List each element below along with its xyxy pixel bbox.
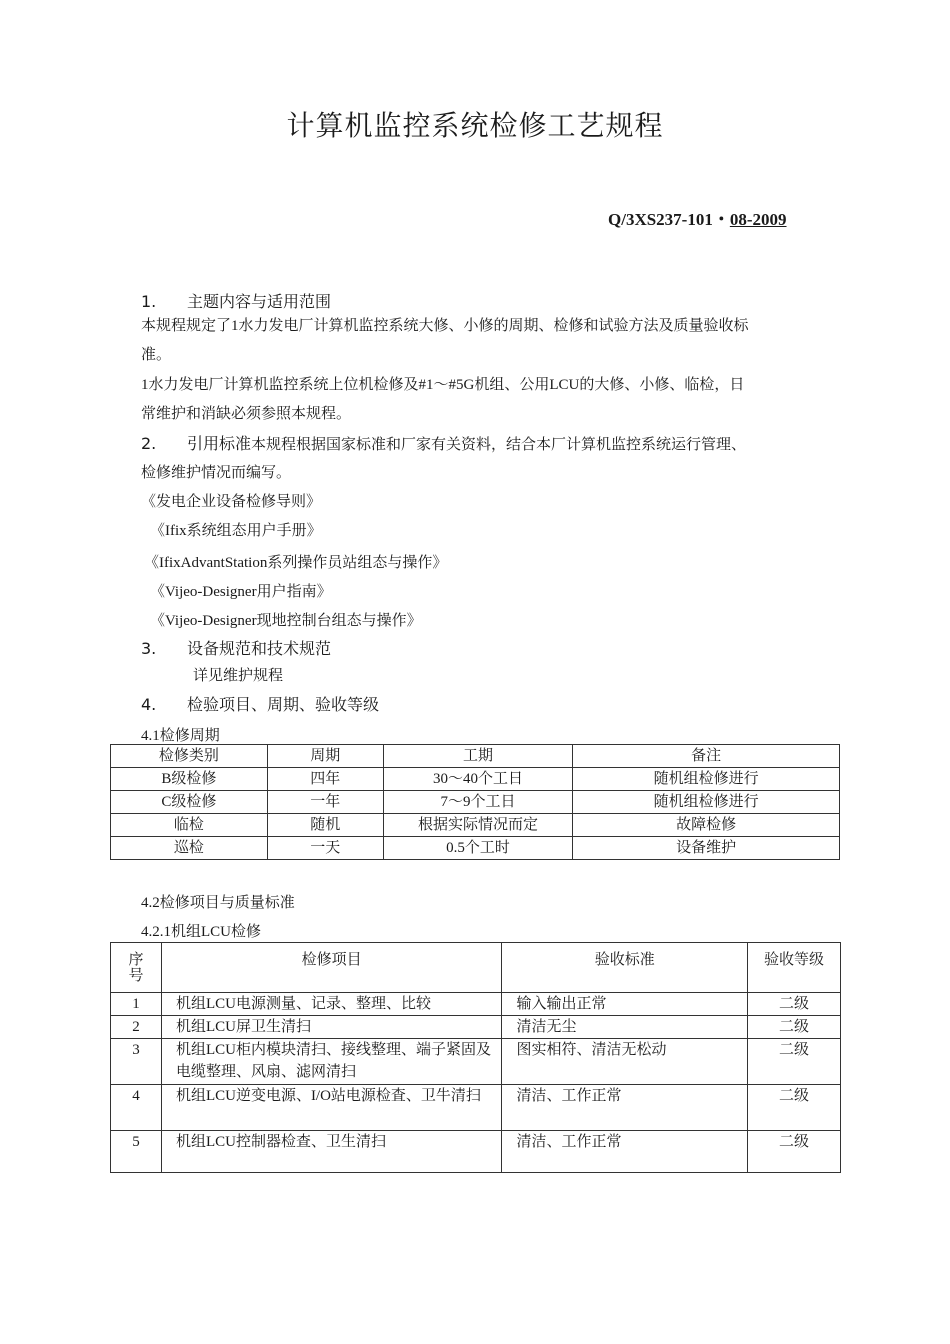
header-cell: 周期: [267, 745, 383, 768]
section-3-body: 详见维护规程: [193, 668, 284, 684]
table-cell: 图实相符、清洁无松动: [502, 1039, 748, 1085]
table-cell: 临检: [111, 814, 268, 837]
table-row: [111, 814, 840, 837]
table-cell: 清洁、工作正常: [502, 1085, 748, 1131]
reference-item: 《Ifix系统组态用户手册》: [150, 523, 322, 539]
reference-item: 《发电企业设备检修导则》: [141, 494, 322, 510]
table-cell: 7〜9个工日: [383, 791, 573, 814]
reference-item: 《Vijeo-Designer现地控制台组态与操作》: [150, 613, 422, 629]
header-cell: 工期: [383, 745, 573, 768]
table-row: [111, 1131, 841, 1173]
table-cell: 随机组检修进行: [573, 768, 840, 791]
header-cell: 验收等级: [748, 943, 841, 993]
table-cell: 3: [111, 1039, 162, 1085]
section-2-heading: [141, 431, 746, 460]
table-row: [111, 1039, 841, 1085]
section-3-heading: [141, 636, 331, 659]
reference-item: 《IfixAdvantStation系列操作员站组态与操作》: [144, 555, 448, 571]
table-cell: 5: [111, 1131, 162, 1173]
table-cell: 30〜40个工日: [383, 768, 573, 791]
table-cell: 设备维护: [573, 837, 840, 860]
header-cell: 验收标准: [502, 943, 748, 993]
document-title: 计算机监控系统检修工艺规程: [286, 109, 664, 142]
section-4-heading: [141, 692, 379, 715]
header-cell: 序号: [111, 943, 162, 993]
code-prefix: Q/3XS237-101・: [608, 210, 730, 229]
section-title: 设备规范和技术规范: [187, 639, 332, 658]
table-cell: 机组LCU屏卫生清扫: [161, 1016, 502, 1039]
table-cell: 机组LCU逆变电源、I/O站电源检査、卫牛清扫: [161, 1085, 502, 1131]
table-cell: 1: [111, 993, 162, 1016]
header-cell: 检修类别: [111, 745, 268, 768]
subsection-4-2: 4.2检修项目与质量标准: [141, 895, 295, 911]
table-cell: 故障检修: [573, 814, 840, 837]
section-2-intro-cont: 检修维护情况而编写。: [141, 465, 292, 481]
subsection-4-1: 4.1检修周期: [141, 728, 220, 744]
table-cell: 4: [111, 1085, 162, 1131]
section-title: 引用标准: [187, 434, 252, 453]
table-cell: C级检修: [111, 791, 268, 814]
table-cell: 机组LCU控制器检查、卫生清扫: [161, 1131, 502, 1173]
section-number: 1.: [141, 292, 157, 311]
table-cell: 清洁无尘: [502, 1016, 748, 1039]
section-title: 主题内容与适用范围: [187, 292, 332, 311]
table-cell: 2: [111, 1016, 162, 1039]
section-1-paragraph-1: [141, 312, 749, 370]
maintenance-cycle-table: [110, 744, 840, 860]
text-line: 准。: [141, 347, 172, 363]
section-number: 4.: [141, 695, 157, 714]
section-number: 3.: [141, 639, 157, 658]
table-cell: 二级: [748, 1016, 841, 1039]
unit-lcu-maintenance-table: [110, 942, 841, 1173]
section-1-heading: [141, 289, 331, 312]
table-header-row: [111, 943, 841, 993]
subsection-4-2-1: 4.2.1机组LCU检修: [141, 924, 262, 940]
section-title: 检验项目、周期、验收等级: [187, 695, 380, 714]
table-cell: 巡检: [111, 837, 268, 860]
table-cell: 二级: [748, 1039, 841, 1085]
table-row: [111, 768, 840, 791]
section-2-intro: 本规程根据国家标准和厂家有关资料，结合本厂计算机监控系统运行管理、: [251, 437, 747, 453]
table-cell: 清洁、工作正常: [502, 1131, 748, 1173]
code-suffix: 08-2009: [729, 210, 787, 229]
table-cell: 机组LCU电源测量、记录、整理、比较: [161, 993, 502, 1016]
header-cell: 备注: [573, 745, 840, 768]
table-cell: B级检修: [111, 768, 268, 791]
text-line: 1水力发电厂计算机监控系统上位机检修及#1〜#5G机组、公用LCU的大修、小修、临检，日: [141, 377, 745, 393]
table-cell: 一年: [267, 791, 383, 814]
header-cell: 检修项目: [161, 943, 502, 993]
section-number: 2.: [141, 434, 157, 453]
table-row: [111, 1016, 841, 1039]
table-cell: 二级: [748, 1085, 841, 1131]
table-cell: 机组LCU柜内模块清扫、接线整理、端子紧固及电缆整理、风扇、滤网清扫: [161, 1039, 502, 1085]
table-cell: 随机组检修进行: [573, 791, 840, 814]
table-cell: 二级: [748, 1131, 841, 1173]
table-header-row: [111, 745, 840, 768]
text-line: 常维护和消缺必须参照本规程。: [141, 406, 352, 422]
table-row: [111, 1085, 841, 1131]
table-cell: 一天: [267, 837, 383, 860]
table-cell: 随机: [267, 814, 383, 837]
table-cell: 二级: [748, 993, 841, 1016]
reference-item: 《Vijeo-Designer用户指南》: [150, 584, 332, 600]
table-cell: 0.5个工时: [383, 837, 573, 860]
table-cell: 根据实际情况而定: [383, 814, 573, 837]
table-row: [111, 791, 840, 814]
table-row: [111, 837, 840, 860]
section-1-paragraph-2: [141, 371, 744, 429]
table-cell: 四年: [267, 768, 383, 791]
table-row: [111, 993, 841, 1016]
table-cell: 输入输出正常: [502, 993, 748, 1016]
document-code: [608, 205, 787, 230]
text-line: 本规程规定了1水力发电厂计算机监控系统大修、小修的周期、检修和试验方法及质量验收标: [141, 318, 749, 334]
